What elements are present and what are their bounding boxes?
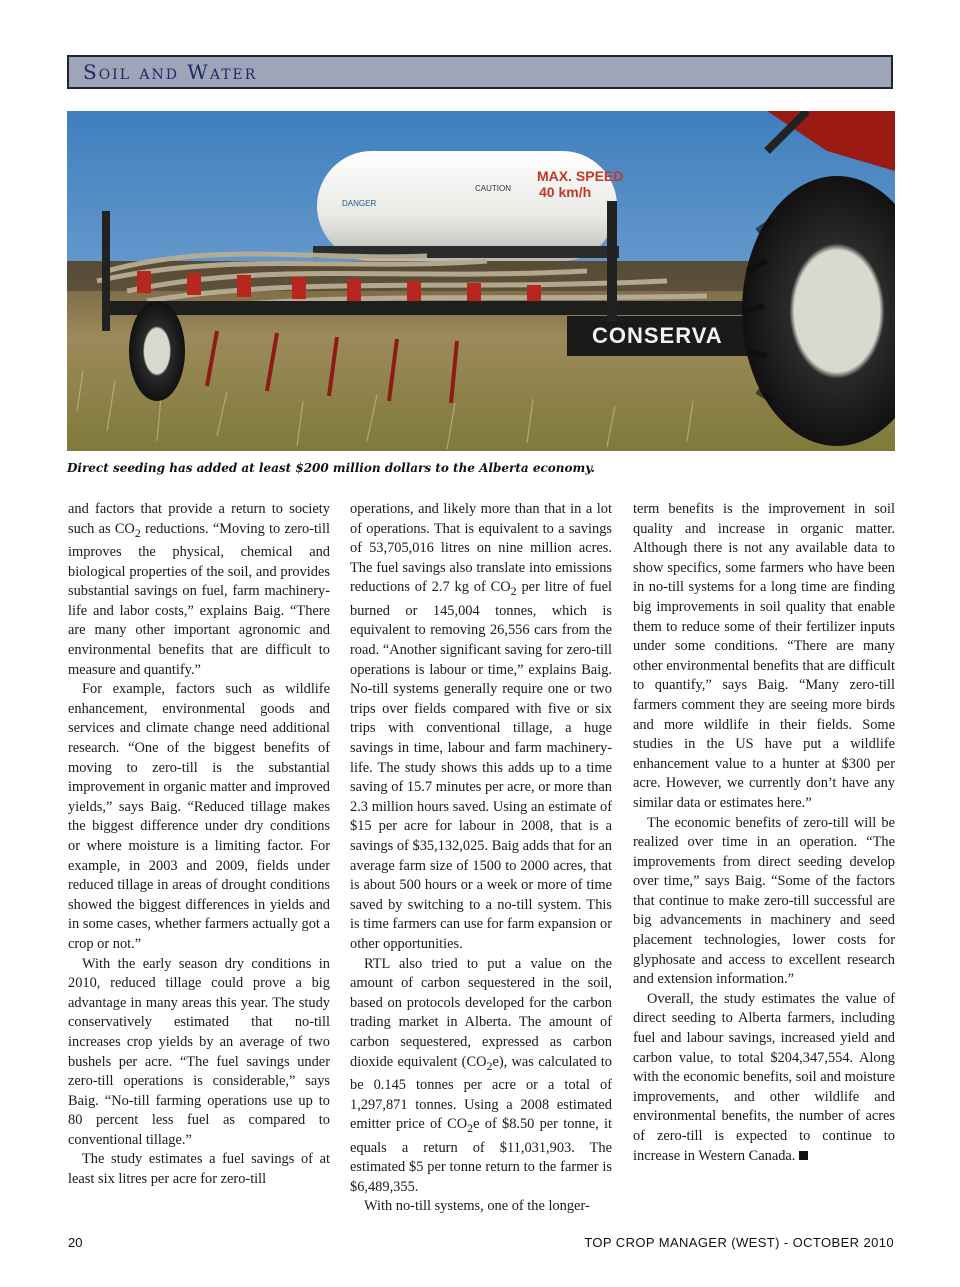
section-title: Soil and Water bbox=[83, 60, 258, 84]
article-column-2 bbox=[350, 500, 612, 1217]
section-header-bar bbox=[67, 55, 893, 89]
paragraph: Overall, the study estimates the value of direct seeding to Alberta farmers, including fuel and labour savings, increased yield and carbon value, to total $204,347,554. Along with the economic benefits, soil and moisture improvements, and other wildlife and environmental benefits, the number of acres of zero-till is expected to continue to increase in Western Canada. bbox=[633, 990, 895, 1164]
paragraph: With the early season dry conditions in 2010, reduced tillage could prove a big advantage in many areas this year. The study conservatively estimated that no-till increases crop yields by an average of two bushels per acre. “The fuel savings under zero-till operations is considerable,” says Baig. “No-till farming operations use up to 80 percent less fuel as compared to conventional tillage.” bbox=[68, 955, 330, 1148]
end-of-article-mark bbox=[799, 1151, 808, 1160]
paragraph: The study estimates a fuel savings of at least six litres per acre for zero-till bbox=[68, 1151, 330, 1188]
paragraph: term benefits is the improvement in soil quality and increase in organic matter. Although there is not any available data to show specifics, some farmers who have been in no-till systems for a long time are finding big improvements in soil quality that enable them to reduce some of their fertilizer inputs under some conditions. “There are many other environmental benefits that are difficult to quantify,” says Baig. “Many zero-till farmers comment they are seeing more birds and more wildlife in their fields. Some studies in the US have put a wildlife enhancement value to a hunter at $300 per acre. However, we currently don’t have any similar data or estimates here.” bbox=[633, 501, 895, 811]
paragraph: operations, and likely more than that in a lot of operations. That is equivalent to a savings of 53,705,016 litres on nine million acres. The fuel savings also translate into emissions reductions of 2.7 kg of $CO_2$ per litre of fuel burned or 145,004 tonnes, which is equivalent to removing 26,556 cars from the road. “Another significant saving for zero-till operations is labour or time,” explains Baig. No-till systems generally require one or two trips over fields compared with five or six trips with conventional tillage, a huge savings in time, labour and farm machinery-life. The study shows this adds up to a time saving of 15.7 minutes per acre, or more than 2.3 million hours saved. Using an estimate of $15 per acre for labour in 2008, that is a savings of $35,132,025. Baig adds that for an average farm size of 1500 to 2000 acres, that is about 500 hours or a week or more of time saved by switching to a no-till system. This is time farmers can use for farm expansion or other opportunities. bbox=[350, 501, 612, 952]
machine-brand-decal: CONSERVA bbox=[592, 323, 723, 348]
article-column-1 bbox=[68, 500, 330, 1190]
article-photo bbox=[67, 111, 895, 451]
paragraph: and factors that provide a return to society such as $CO_2$ reductions. “Moving to zero-till improves the physical, chemical and biological properties of the soil, and provides substantial savings on fuel, farm machinery-life and labor costs,” explains Baig. “There are many other important agronomic and environmental benefits that are difficult to measure and quantify.” bbox=[68, 501, 330, 678]
tank-decal-speed: MAX. SPEED bbox=[537, 168, 624, 184]
article-column-3 bbox=[633, 500, 895, 1166]
paragraph: With no-till systems, one of the longer- bbox=[364, 1198, 590, 1215]
tank-decal-caution: CAUTION bbox=[475, 184, 511, 193]
paragraph: The economic benefits of zero-till will be realized over time in an operation. “The improvements from direct seeding develop over time,” says Baig. “Some of the factors that continue to make zero-till successful are big advancements in machinery and seed placement technologies, lower costs for glyphosate and access to excellent research and extension information.” bbox=[633, 814, 895, 988]
tank-decal-speed-value: 40 km/h bbox=[539, 184, 592, 200]
paragraph: RTL also tried to put a value on the amount of carbon sequestered in the soil, based on protocols developed for the carbon trading market in Alberta. The amount of carbon sequestered, expressed as carbon dioxide equivalent $(CO_2e)$, was calculated to be 0.145 tonnes per acre or a total of 1,297,871 tonnes. Using a 2008 estimated emitter price of $CO_2e$ of $8.50 per tonne, it equals a return of $11,031,903. The estimated $5 per tonne return to the farmer is $6,489,355. bbox=[350, 955, 612, 1195]
photo-caption: Direct seeding has added at least $200 million dollars to the Alberta economy. bbox=[67, 461, 595, 475]
running-footer-title: TOP CROP MANAGER (WEST) - OCTOBER 2010 bbox=[584, 1235, 894, 1250]
page-number: 20 bbox=[68, 1235, 83, 1250]
paragraph: For example, factors such as wildlife enhancement, environmental goods and services and climate change need additional research. “One of the biggest benefits of moving to zero-till is the substantial improvement in organic matter and improved yields,” says Baig. “Reduced tillage makes the biggest difference under dry conditions or where moisture is a limiting factor. For example, in 2003 and 2009, fields under reduced tillage in areas of drought conditions showed the biggest differences in yields and in some cases, whether farmers actually got a crop or not.” bbox=[68, 681, 330, 952]
tank-decal-danger: DANGER bbox=[342, 199, 377, 208]
